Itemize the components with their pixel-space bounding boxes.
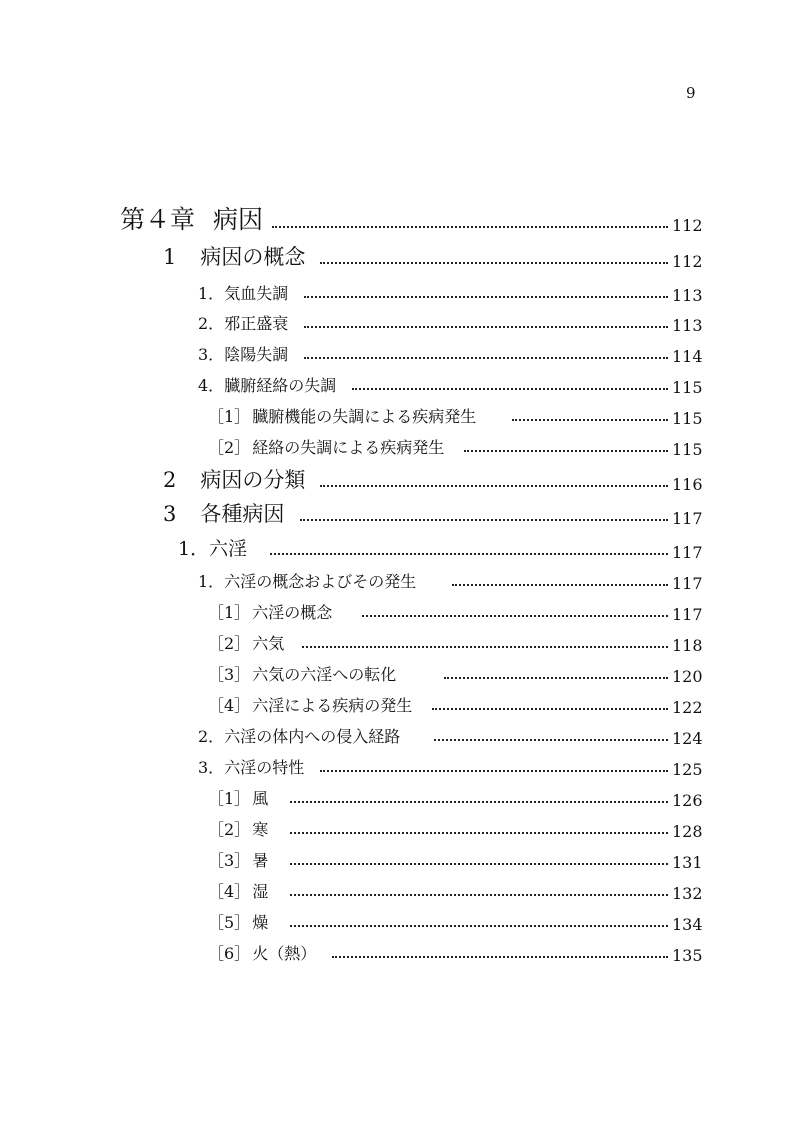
toc-leader — [362, 613, 668, 617]
toc-subsection — [0, 304, 800, 335]
toc-leader — [290, 923, 668, 927]
toc-subsection — [0, 748, 800, 779]
toc-page: 115 — [672, 440, 703, 459]
toc-leader — [302, 644, 668, 648]
toc-title: 風 — [252, 789, 269, 808]
toc-title: 六淫の概念およびその発生 — [224, 572, 417, 591]
toc-title: 六気の六淫への転化 — [252, 665, 397, 684]
toc-title: 燥 — [252, 913, 269, 932]
toc-leader — [434, 737, 668, 741]
toc-number: 3． — [198, 758, 225, 777]
toc-leader — [304, 355, 668, 359]
toc-page: 117 — [672, 605, 703, 624]
toc-title: 臓腑経絡の失調 — [224, 376, 337, 395]
toc-title: 経絡の失調による疾病発生 — [252, 438, 445, 457]
toc-page: 122 — [672, 698, 703, 717]
toc-leader — [300, 517, 668, 521]
toc-page: 135 — [672, 946, 703, 965]
toc-subsection — [0, 335, 800, 366]
toc-page: 118 — [672, 636, 703, 655]
toc-subsection-major — [0, 531, 800, 562]
toc-page: 128 — [672, 822, 703, 841]
toc-title: 病因の分類 — [200, 468, 306, 492]
toc-leader — [332, 954, 668, 958]
toc-item — [0, 686, 800, 717]
toc-number: ［4］ — [208, 882, 251, 901]
toc-title: 湿 — [252, 882, 269, 901]
toc-item — [0, 428, 800, 459]
toc-number: 2 — [163, 468, 177, 492]
toc-leader — [304, 324, 668, 328]
toc-title: 六淫の概念 — [252, 603, 333, 622]
toc-leader — [464, 448, 668, 452]
toc-page: 134 — [672, 915, 703, 934]
toc-item — [0, 779, 800, 810]
toc-subsection — [0, 366, 800, 397]
toc-page: 117 — [672, 509, 703, 528]
toc-number: 1 — [163, 245, 177, 269]
toc-title: 邪正盛衰 — [224, 314, 289, 333]
toc-title: 寒 — [252, 820, 269, 839]
toc-number: ［5］ — [208, 913, 251, 932]
toc-leader — [320, 483, 668, 487]
toc-leader — [290, 799, 668, 803]
toc-page: 112 — [672, 252, 703, 271]
toc-title: 病因 — [213, 205, 264, 234]
toc-number: 4． — [198, 376, 225, 395]
toc-leader — [432, 706, 668, 710]
toc-number: 1． — [198, 284, 225, 303]
toc-number: 3． — [198, 345, 225, 364]
toc-page: 114 — [672, 347, 703, 366]
toc-title: 陰陽失調 — [224, 345, 289, 364]
toc-title: 六淫による疾病の発生 — [252, 696, 413, 715]
toc-subsection — [0, 717, 800, 748]
page-number: 9 — [686, 84, 696, 102]
toc-leader — [290, 861, 668, 865]
toc-page: 120 — [672, 667, 703, 686]
toc-title: 各種病因 — [200, 502, 285, 526]
toc-number: ［3］ — [208, 851, 251, 870]
toc-subsection — [0, 562, 800, 593]
toc-subsection — [0, 274, 800, 305]
toc-number: 第４章 — [120, 205, 196, 234]
toc-title: 気血失調 — [224, 284, 289, 303]
toc-title: 病因の概念 — [200, 245, 306, 269]
toc-page: 132 — [672, 884, 703, 903]
toc-leader — [290, 830, 668, 834]
toc-title: 六気 — [252, 634, 285, 653]
toc-number: ［4］ — [208, 696, 251, 715]
toc-page: 117 — [672, 543, 703, 562]
toc-leader — [352, 386, 668, 390]
toc-page: 117 — [672, 574, 703, 593]
toc-title: 六淫 — [209, 538, 248, 560]
toc-item — [0, 841, 800, 872]
toc-number: ［6］ — [208, 944, 251, 963]
toc-section — [0, 463, 800, 494]
toc-leader — [444, 675, 668, 679]
toc-page: 112 — [672, 216, 703, 235]
toc-number: 1． — [198, 572, 225, 591]
toc-item — [0, 593, 800, 624]
toc-page: 126 — [672, 791, 703, 810]
toc-leader — [320, 260, 668, 264]
toc-page: 113 — [672, 286, 703, 305]
toc-number: ［1］ — [208, 789, 251, 808]
toc-item — [0, 934, 800, 965]
toc-page: 124 — [672, 729, 703, 748]
toc-section — [0, 240, 800, 271]
toc-number: 2． — [198, 727, 225, 746]
toc-item — [0, 810, 800, 841]
toc-leader — [512, 417, 668, 421]
toc-leader — [320, 768, 668, 772]
toc-page: 131 — [672, 853, 703, 872]
toc-title: 火（熱） — [252, 944, 317, 963]
toc-item — [0, 872, 800, 903]
toc-title: 暑 — [252, 851, 269, 870]
toc-item — [0, 655, 800, 686]
toc-title: 六淫の体内への侵入経路 — [224, 727, 401, 746]
toc-title: 六淫の特性 — [224, 758, 305, 777]
toc-number: ［1］ — [208, 407, 251, 426]
toc-leader — [272, 224, 668, 228]
toc-item — [0, 624, 800, 655]
toc-leader — [270, 551, 668, 555]
toc-item — [0, 397, 800, 428]
toc-number: 2． — [198, 314, 225, 333]
toc-number: 3 — [163, 502, 177, 526]
toc-section — [0, 497, 800, 528]
toc-number: ［2］ — [208, 820, 251, 839]
toc-leader — [452, 582, 668, 586]
toc-page: 115 — [672, 409, 703, 428]
toc-number: ［3］ — [208, 665, 251, 684]
toc-number: ［1］ — [208, 603, 251, 622]
toc-chapter — [0, 204, 800, 235]
toc-page: 116 — [672, 475, 703, 494]
toc-number: ［2］ — [208, 634, 251, 653]
toc-page: 113 — [672, 316, 703, 335]
toc-leader — [290, 892, 668, 896]
toc-page: 115 — [672, 378, 703, 397]
toc-item — [0, 903, 800, 934]
toc-page: 125 — [672, 760, 703, 779]
toc-number: ［2］ — [208, 438, 251, 457]
toc-title: 臓腑機能の失調による疾病発生 — [252, 407, 477, 426]
toc-leader — [304, 294, 668, 298]
toc-number: 1． — [178, 538, 210, 560]
